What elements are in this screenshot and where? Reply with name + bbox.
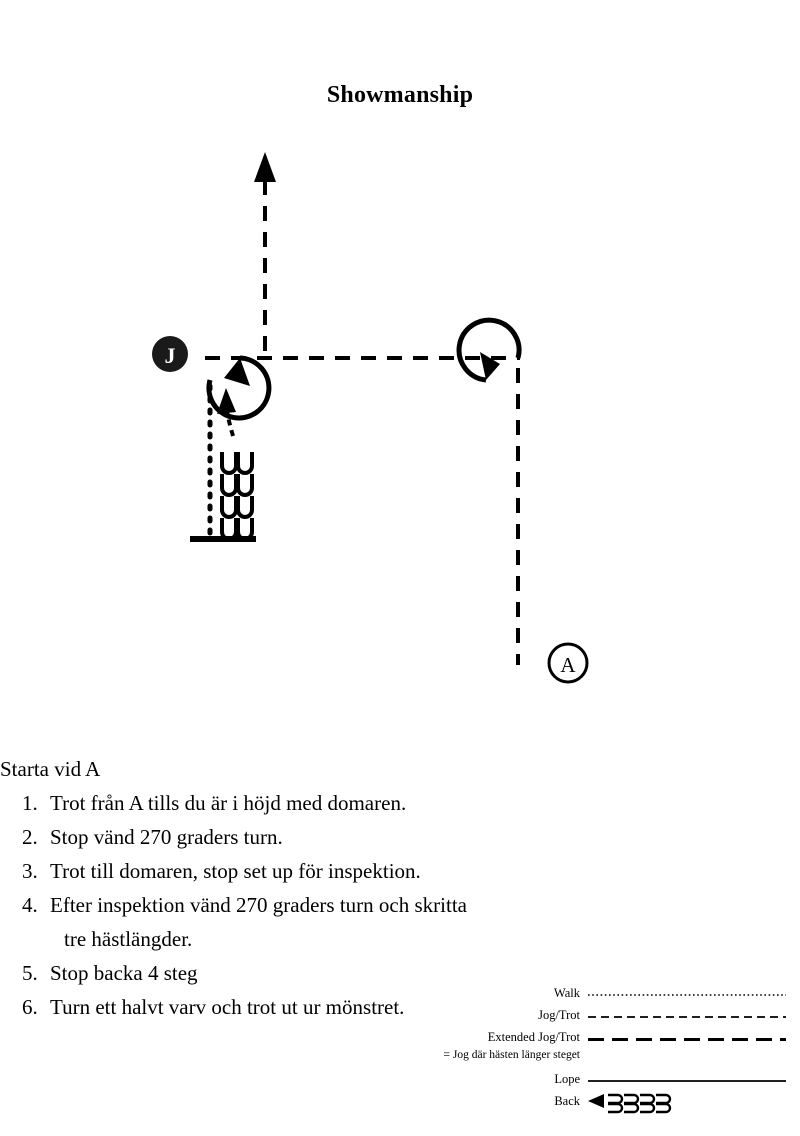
- legend-line-extended-jog-trot: [588, 1036, 788, 1043]
- judge-marker: [152, 336, 188, 372]
- list-item: [22, 786, 560, 820]
- legend-label-extended-jog-trot: Extended Jog/Trot: [487, 1030, 580, 1044]
- list-item: [22, 820, 560, 854]
- legend-row-extended-jog-trot: [440, 1029, 790, 1045]
- step-text: Efter inspektion vänd 270 graders turn och skritta: [50, 893, 467, 917]
- step-number: 5.: [22, 961, 38, 985]
- svg-text:J: J: [164, 343, 176, 368]
- step-text: Stop backa 4 steg: [50, 961, 198, 985]
- walk-arrow: [217, 388, 236, 436]
- step-number: 4.: [22, 893, 38, 917]
- legend-label-back: Back: [554, 1094, 580, 1108]
- legend-row-lope: [440, 1071, 790, 1087]
- step-text: Turn ett halvt varv och trot ut ur mönstret.: [50, 995, 405, 1019]
- legend-label-jog-trot: Jog/Trot: [538, 1008, 580, 1022]
- legend-line-jog-trot: [588, 1014, 788, 1020]
- legend-note-extended: = Jog där hästen länger steget: [443, 1049, 580, 1061]
- step-number: 3.: [22, 859, 38, 883]
- page-title: Showmanship: [326, 82, 474, 108]
- svg-text:A: A: [560, 653, 576, 677]
- legend-symbol-back: [588, 1091, 788, 1117]
- step-text: Trot från A tills du är i höjd med domaren.: [50, 791, 407, 815]
- instructions-list: [0, 752, 560, 1024]
- exit-path-line: [254, 152, 276, 358]
- legend: [440, 985, 790, 1120]
- step-text-continued: tre hästlängder.: [64, 927, 193, 951]
- legend-label-lope: Lope: [554, 1072, 580, 1086]
- step-text: Stop vänd 270 graders turn.: [50, 825, 283, 849]
- step-number: 6.: [22, 995, 38, 1019]
- pattern-diagram: [0, 130, 800, 730]
- left-turn-loop: [209, 358, 269, 418]
- step-number: 1.: [22, 791, 38, 815]
- legend-row-back: [440, 1093, 790, 1119]
- step-number: 2.: [22, 825, 38, 849]
- legend-line-lope: [588, 1078, 788, 1084]
- list-item: [22, 854, 560, 888]
- start-marker: [549, 644, 587, 682]
- back-symbol: [222, 452, 252, 539]
- step-text: Trot till domaren, stop set up för inspektion.: [50, 859, 421, 883]
- right-turn-loop: [459, 320, 519, 380]
- legend-line-walk: [588, 992, 788, 998]
- legend-row-jog-trot: [440, 1007, 790, 1023]
- list-item: [22, 888, 560, 956]
- legend-row-walk: [440, 985, 790, 1001]
- instructions-intro: Starta vid A: [0, 757, 101, 781]
- legend-label-walk: Walk: [553, 986, 580, 1000]
